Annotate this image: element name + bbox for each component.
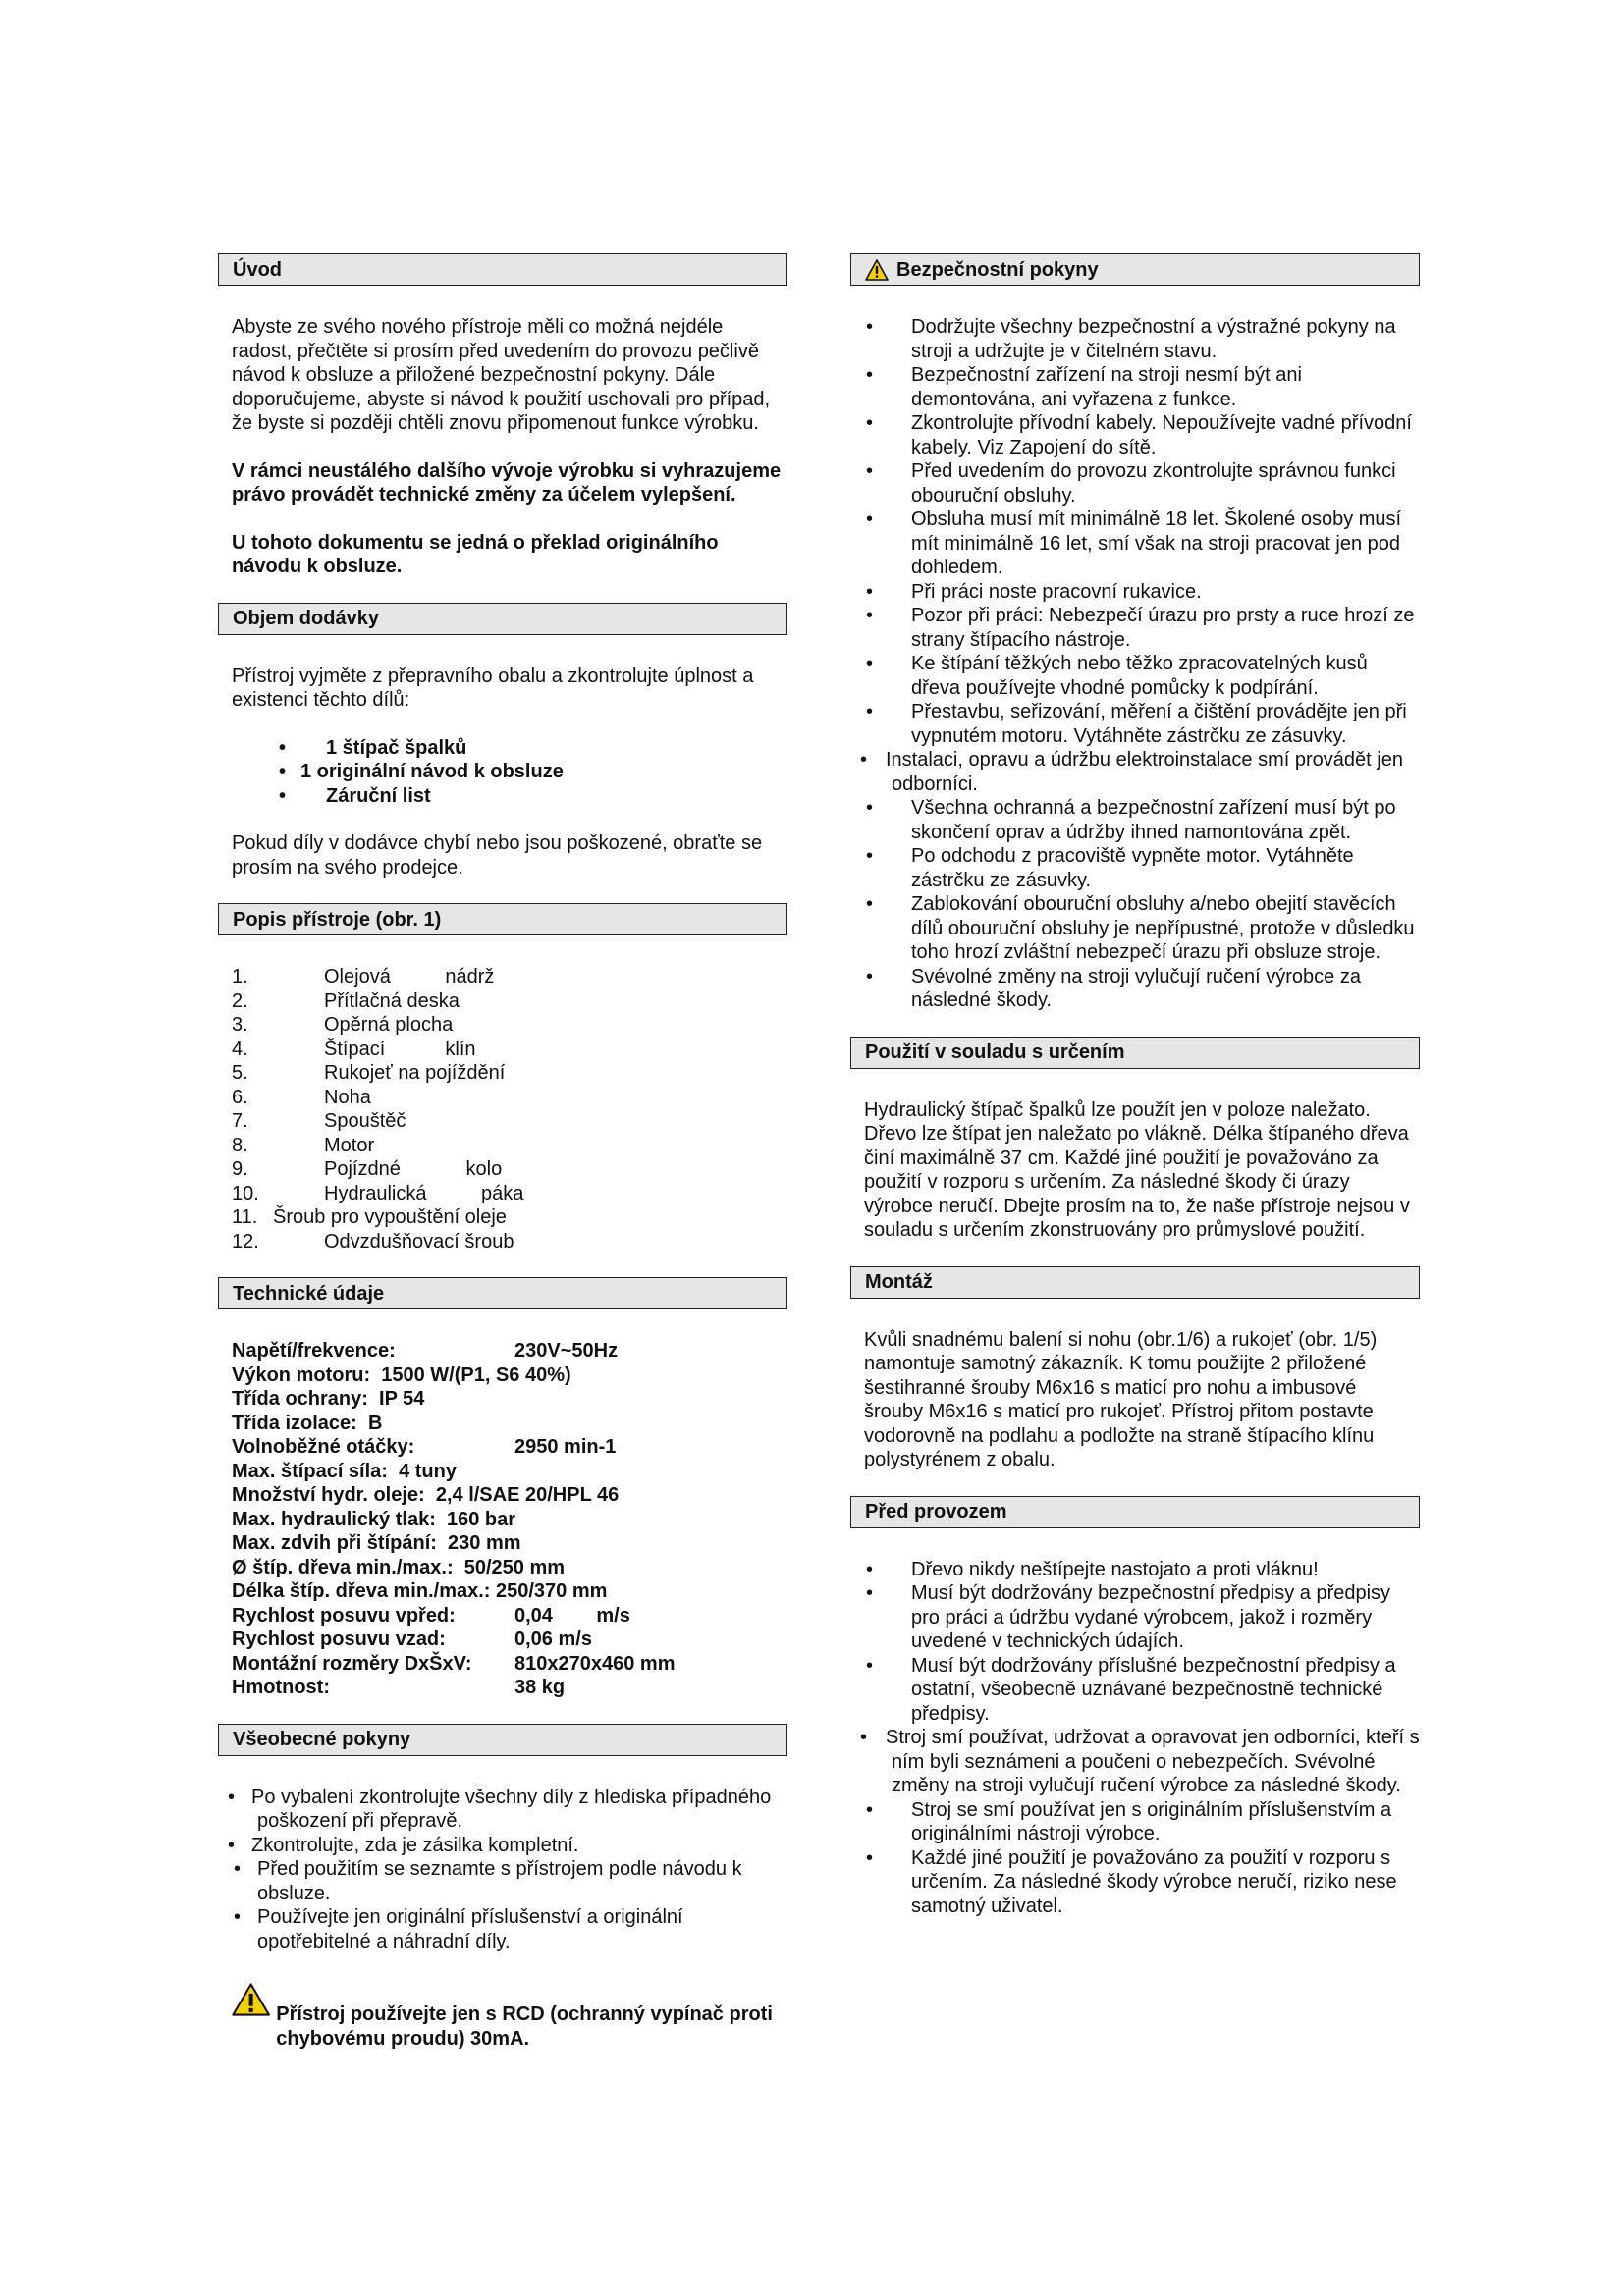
section-heading-objem: Objem dodávky (218, 603, 787, 635)
table-row: Výkon motoru: 1500 W/(P1, S6 40%) (232, 1363, 571, 1386)
list-item: • Záruční list (218, 784, 787, 809)
table-row: Rychlost posuvu vpřed: 0,04 m/s (232, 1604, 630, 1627)
list-item: • Instalaci, opravu a údržbu elektroinstalace smí provádět jen odborníci. (850, 748, 1420, 796)
list-item: 12. Odvzdušňovací šroub (232, 1230, 514, 1253)
table-row: Ø štíp. dřeva min./max.: 50/250 mm (232, 1556, 566, 1578)
table-row: Třída izolace: B (232, 1412, 383, 1434)
section-heading-pred: Před provozem (850, 1496, 1420, 1528)
list-item: • Pozor při práci: Nebezpečí úrazu pro prsty a ruce hrozí ze strany štípacího nástroje. (850, 604, 1420, 652)
rcd-warning (232, 1977, 787, 2051)
section-heading-bezp: Bezpečnostní pokyny (850, 253, 1420, 286)
right-column (850, 253, 1420, 1942)
list-item: 9. Pojízdné kolo (232, 1158, 503, 1180)
list-item: • Zablokování obouruční obsluhy a/nebo obejití stavěcích dílů obouruční obsluhy je nepřípustné, protože v důsledku toho hrozí zvláštní nebezpečí úrazu při obsluze stroje. (850, 892, 1420, 965)
table-row: Volnoběžné otáčky: 2950 min-1 (232, 1436, 617, 1458)
list-item: • Před uvedením do provozu zkontrolujte správnou funkci obouruční obsluhy. (850, 459, 1420, 507)
table-row: Hmotnost: 38 kg (232, 1677, 566, 1698)
list-item: • Musí být dodržovány příslušné bezpečnostní předpisy a ostatní, všeobecně uznávané bezpečnostně technické předpisy. (850, 1654, 1420, 1727)
section-heading-uvod: Úvod (218, 253, 787, 286)
section-heading-tech: Technické údaje (218, 1277, 787, 1309)
list-item: • Obsluha musí mít minimálně 18 let. Školené osoby musí mít minimálně 16 let, smí však na stroji pracovat jen pod dohledem. (850, 507, 1420, 580)
list-item: • Všechna ochranná a bezpečnostní zařízení musí být po skončení oprav a údržby ihned namontována zpět. (850, 796, 1420, 844)
table-row: Max. štípací síla: 4 tuny (232, 1460, 457, 1482)
list-item: • Po vybalení zkontrolujte všechny díly z hlediska případného poškození při přepravě. (218, 1786, 787, 1834)
section-heading-montaz: Montáž (850, 1266, 1420, 1299)
list-item: • Ke štípání těžkých nebo těžko zpracovatelných kusů dřeva používejte vhodné pomůcky k podpírání. (850, 652, 1420, 700)
table-row: Montážní rozměry DxŠxV: 810x270x460 mm (232, 1652, 676, 1675)
list-item: 1. Olejová nádrž (232, 966, 495, 988)
warning-icon (232, 1975, 270, 2024)
section-heading-pouziti: Použití v souladu s určením (850, 1037, 1420, 1069)
list-item: • 1 štípač špalků (218, 736, 787, 761)
table-row: Rychlost posuvu vzad: 0,06 m/s (232, 1629, 592, 1650)
list-item: • Přestavbu, seřizování, měření a čištění provádějte jen při vypnutém motoru. Vytáhněte zástrčku ze zásuvky. (850, 700, 1420, 748)
general-list (218, 1786, 787, 1954)
list-item: • Při práci noste pracovní rukavice. (850, 580, 1420, 605)
paragraph: Abyste ze svého nového přístroje měli co možná nejdéle radost, přečtěte si prosím před uvedením do provozu pečlivě návod k obsluze a přiložené bezpečnostní pokyny. Dále doporučujeme, abyste si návod k použití uschovali pro případ, že byste si později chtěli znovu připomenout funkce výrobku. (232, 316, 771, 434)
list-item: 8. Motor (232, 1134, 375, 1156)
list-item: • Musí být dodržovány bezpečnostní předpisy a předpisy pro práci a údržbu vydané výrobcem, jakož i rozměry uvedené v technických údajích. (850, 1581, 1420, 1654)
delivery-list (218, 736, 787, 809)
before-operation-list (850, 1558, 1420, 1919)
list-item: • Svévolné změny na stroji vylučují ručení výrobce za následné škody. (850, 965, 1420, 1013)
table-row: Max. hydraulický tlak: 160 bar (232, 1508, 516, 1530)
list-item: 6. Noha (232, 1086, 371, 1108)
safety-list (850, 315, 1420, 1013)
list-item: • Dodržujte všechny bezpečnostní a výstražné pokyny na stroji a udržujte je v čitelném stavu. (850, 315, 1420, 363)
paragraph: Přístroj vyjměte z přepravního obalu a zkontrolujte úplnost a existenci těchto dílů: (232, 665, 754, 711)
warning-text: Přístroj používejte jen s RCD (ochranný vypínač proti chybovému proudu) 30mA. (276, 2003, 773, 2050)
list-item: • 1 originální návod k obsluze (218, 760, 787, 784)
list-item: 5. Rukojeť na pojíždění (232, 1062, 506, 1084)
table-row: Třída ochrany: IP 54 (232, 1388, 425, 1410)
list-item: • Dřevo nikdy neštípejte nastojato a proti vláknu! (850, 1558, 1420, 1582)
list-item: • Po odchodu z pracoviště vypněte motor. Vytáhněte zástrčku ze zásuvky. (850, 844, 1420, 892)
list-item: • Stroj se smí používat jen s originálním příslušenstvím a originálními nástroji výrobce. (850, 1798, 1420, 1846)
list-item: 11. Šroub pro vypouštění oleje (232, 1206, 507, 1228)
table-row: Max. zdvih při štípání: 230 mm (232, 1532, 521, 1554)
list-item: • Před použitím se seznamte s přístrojem podle návodu k obsluze. (218, 1857, 787, 1905)
paragraph: U tohoto dokumentu se jedná o překlad originálního návodu k obsluze. (232, 531, 719, 577)
list-item: 2. Přítlačná deska (232, 989, 460, 1012)
table-row: Napětí/frekvence: 230V~50Hz (232, 1340, 619, 1362)
list-item: • Používejte jen originální příslušenství a originální opotřebitelné a náhradní díly. (218, 1905, 787, 1953)
list-item: • Zkontrolujte přívodní kabely. Nepoužívejte vadné přívodní kabely. Viz Zapojení do sítě. (850, 411, 1420, 459)
list-item: • Stroj smí používat, udržovat a opravovat jen odborníci, kteří s ním byli seznámeni a poučeni o nebezpečích. Svévolné změny na stroji vylučují ručení výrobce za následné škody. (850, 1726, 1420, 1798)
table-row: Množství hydr. oleje: 2,4 l/SAE 20/HPL 46 (232, 1484, 620, 1506)
list-item: • Každé jiné použití je považováno za použití v rozporu s určením. Za následné škody výrobce neručí, riziko nese samotný uživatel. (850, 1846, 1420, 1919)
paragraph: Hydraulický štípač špalků lze použít jen v poloze naležato. Dřevo lze štípat jen naležato po vlákně. Délka štípaného dřeva činí maximálně 37 cm. Každé jiné použití je považováno za použití v rozporu s určením. Za následné škody či úrazy výrobce neručí. Dbejte prosím na to, že naše přístroje nejsou v souladu s určením zkonstruovány pro průmyslové použití. (864, 1098, 1410, 1241)
paragraph: V rámci neustálého dalšího vývoje výrobku si vyhrazujeme právo provádět technické změny za účelem vylepšení. (232, 459, 782, 506)
list-item: 3. Opěrná plocha (232, 1014, 454, 1036)
paragraph: Pokud díly v dodávce chybí nebo jsou poškozené, obraťte se prosím na svého prodejce. (232, 832, 763, 879)
list-item: • Zkontrolujte, zda je zásilka kompletní. (218, 1834, 787, 1858)
parts-list (218, 965, 787, 1254)
section-heading-popis: Popis přístroje (obr. 1) (218, 903, 787, 935)
list-item: 7. Spouštěč (232, 1110, 406, 1132)
warning-icon (865, 259, 889, 281)
section-heading-vseob: Všeobecné pokyny (218, 1724, 787, 1756)
list-item: 4. Štípací klín (232, 1038, 476, 1060)
paragraph: Kvůli snadnému balení si nohu (obr.1/6) a rukojeť (obr. 1/5) namontuje samotný zákazník. K tomu použijte 2 přiložené šestihranné šrouby M6x16 s maticí pro nohu a imbusové šrouby M6x16 s maticí pro rukojeť. Přístroj přitom postavte vodorovně na podlahu a podložte na straně štípacího klínu polystyrénem z obalu. (864, 1328, 1378, 1470)
left-column (218, 253, 787, 2051)
list-item: 10. Hydraulická páka (232, 1182, 524, 1204)
spec-table (232, 1339, 675, 1700)
table-row: Délka štíp. dřeva min./max.: 250/370 mm (232, 1580, 608, 1602)
list-item: • Bezpečnostní zařízení na stroji nesmí být ani demontována, ani vyřazena z funkce. (850, 363, 1420, 411)
